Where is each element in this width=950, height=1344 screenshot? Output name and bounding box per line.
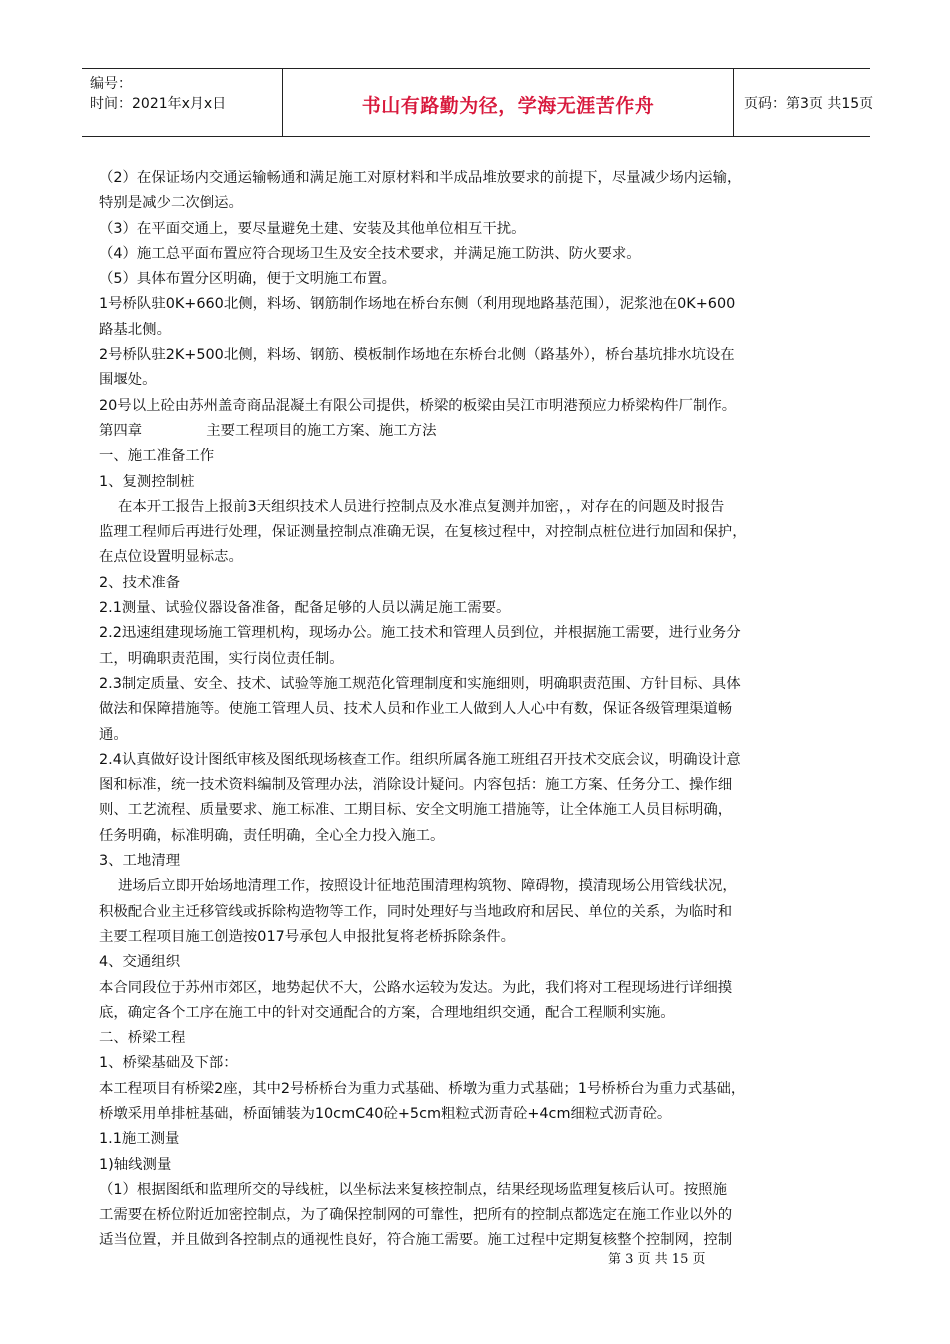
subsection-heading: 1、桥梁基础及下部：: [99, 1055, 238, 1072]
text-line: 适当位置，并且做到各控制点的通视性良好，符合施工需要。施工过程中定期复核整个控制网，控制: [99, 1232, 733, 1249]
text-line: 桥墩采用单排桩基础，桥面铺装为10cmC40砼+5cm粗粒式沥青砼+4cm细粒式沥青砼。: [99, 1105, 672, 1122]
text-line: 通。: [99, 726, 128, 743]
text-line: （4）施工总平面布置应符合现场卫生及安全技术要求，并满足施工防洪、防火要求。: [99, 245, 641, 262]
text-line: （3）在平面交通上，要尽量避免土建、安装及其他单位相互干扰。: [99, 220, 526, 237]
text-line: 2号桥队驻2K+500北侧，料场、钢筋、模板制作场地在东桥台北侧（路基外），桥台基坑排水坑设在: [99, 347, 735, 364]
subsection-heading: 1、复测控制桩: [99, 473, 195, 490]
subsection-heading: 1)轴线测量: [99, 1156, 172, 1173]
text-line: 20号以上砼由苏州盖奇商品混凝土有限公司提供，桥梁的板梁由吴江市明港预应力桥梁构件厂制作。: [99, 397, 737, 414]
text-line: 本合同段位于苏州市郊区，地势起伏不大，公路水运较为发达。为此，我们将对工程现场进行详细摸: [99, 979, 733, 996]
subsection-heading: 1.1施工测量: [99, 1131, 180, 1148]
text-line: 积极配合业主迁移管线或拆除构造物等工作，同时处理好与当地政府和居民、单位的关系，为临时和: [99, 903, 733, 920]
text-line: 任务明确，标准明确，责任明确，全心全力投入施工。: [99, 827, 445, 844]
subsection-heading: 3、工地清理: [99, 853, 181, 870]
page-indicator: 页码：第3页 共15页: [744, 96, 874, 112]
text-line: 2.4认真做好设计图纸审核及图纸现场核查工作。组织所属各施工班组召开技术交底会议，明确设计意: [99, 751, 741, 768]
text-line: 则、工艺流程、质量要求、施工标准、工期目标、安全文明施工措施等，让全体施工人员目标明确，: [99, 802, 733, 819]
page-header: [82, 68, 874, 137]
document-body: [99, 166, 859, 1254]
text-line: 进场后立即开始场地清理工作，按照设计征地范围清理构筑物、障碍物，摸清现场公用管线状况，: [118, 878, 737, 895]
text-line: 在本开工报告上报前3天组织技术人员进行控制点及水准点复测并加密，，对存在的问题及时报告: [118, 498, 725, 515]
document-date: 时间：2021年x月x日: [90, 96, 227, 112]
text-line: 1号桥队驻0K+660北侧，料场、钢筋制作场地在桥台东侧（利用现地路基范围），泥浆池在0K+600: [99, 296, 736, 313]
text-line: 主要工程项目施工创造按017号承包人申报批复将老桥拆除条件。: [99, 928, 516, 945]
text-line: （1）根据图纸和监理所交的导线桩，以坐标法来复核控制点，结果经现场监理复核后认可。按照施: [99, 1181, 727, 1198]
text-line: 做法和保障措施等。使施工管理人员、技术人员和作业工人做到人人心中有数，保证各级管理渠道畅: [99, 701, 733, 718]
text-line: （2）在保证场内交通运输畅通和满足施工对原材料和半成品堆放要求的前提下，尽量减少场内运输，: [99, 170, 742, 186]
header-page-cell: [734, 69, 874, 136]
text-line: 底，确定各个工序在施工中的针对交通配合的方案，合理地组织交通，配合工程顺利实施。: [99, 1004, 675, 1021]
text-line: 监理工程师后再进行处理，保证测量控制点准确无误，在复核过程中，对控制点桩位进行加固和保护，: [99, 524, 747, 541]
motto-text: 书山有路勤为径，学海无涯苦作舟: [361, 95, 655, 117]
header-info-cell: [82, 69, 282, 136]
text-line: 工，明确职责范围，实行岗位责任制。: [99, 650, 344, 667]
text-line: 特别是减少二次倒运。: [99, 195, 243, 212]
section-heading: 二、桥梁工程: [99, 1030, 186, 1047]
document-number-label: 编号：: [90, 76, 132, 92]
text-line: 本工程项目有桥梁2座，其中2号桥桥台为重力式基础、桥墩为重力式基础；1号桥桥台为重力式基础，: [99, 1080, 746, 1097]
chapter-heading: 第四章 主要工程项目的施工方案、施工方法: [99, 422, 437, 439]
text-line: 图和标准，统一技术资料编制及管理办法，消除设计疑问。内容包括：施工方案、任务分工、操作细: [99, 777, 733, 794]
text-line: 围堰处。: [99, 372, 157, 389]
text-line: （5）具体布置分区明确，便于文明施工布置。: [99, 271, 396, 288]
text-line: 在点位设置明显标志。: [99, 549, 243, 566]
header-motto-cell: [282, 69, 734, 136]
subsection-heading: 4、交通组织: [99, 954, 181, 971]
text-line: 工需要在桥位附近加密控制点，为了确保控制网的可靠性，把所有的控制点都选定在施工作业以外的: [99, 1207, 733, 1224]
text-line: 2.3制定质量、安全、技术、试验等施工规范化管理制度和实施细则，明确职责范围、方针目标、具体: [99, 675, 741, 692]
subsection-heading: 2、技术准备: [99, 574, 181, 591]
text-line: 路基北侧。: [99, 321, 171, 338]
section-heading: 一、施工准备工作: [99, 448, 215, 465]
text-line: 2.2迅速组建现场施工管理机构，现场办公。施工技术和管理人员到位，并根据施工需要，进行业务分: [99, 625, 741, 642]
page-footer: 第 3 页 共 15 页: [608, 1252, 706, 1267]
text-line: 2.1测量、试验仪器设备准备，配备足够的人员以满足施工需要。: [99, 600, 511, 617]
